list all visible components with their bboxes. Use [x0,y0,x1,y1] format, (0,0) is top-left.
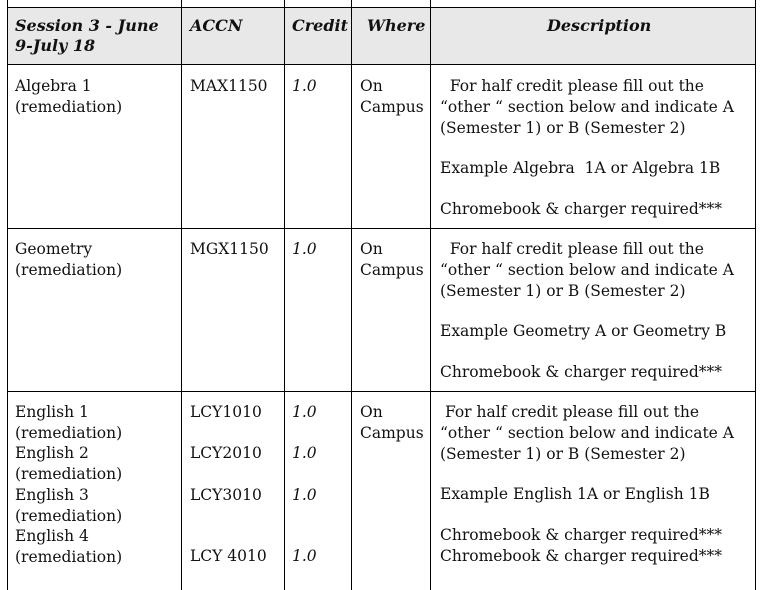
description-text: Chromebook & charger required*** [440,363,723,382]
table-cell-accn: LCY1010 [190,403,262,421]
divider [7,7,755,8]
table-cell-course: English 3 (remediation) [15,486,123,525]
divider [7,64,755,65]
header-credit: Credit [292,16,348,35]
header-session: Session 3 - June 9-July 18 [15,16,159,55]
table-cell-accn: MAX1150 [190,77,268,95]
table-cell-credit: 1.0 [292,403,317,421]
header-where: Where [367,16,426,35]
table-cell-where: On Campus [360,240,424,279]
divider [7,228,755,229]
description-text: Example English 1A or English 1B [440,485,710,504]
table-cell-description [440,402,752,567]
description-text: Chromebook & charger required*** [440,526,723,545]
divider [351,0,352,590]
table-cell-credit: 1.0 [292,547,317,565]
table-cell-description [440,76,752,220]
table-cell-course: Algebra 1 (remediation) [15,77,123,116]
description-text: For half credit please fill out the “other “ section below and indicate A (Semester 1) or B (Semester 2) [440,240,739,300]
table-cell-credit: 1.0 [292,444,317,462]
table-cell-credit: 1.0 [292,240,317,258]
divider [7,391,755,392]
header-accn: ACCN [190,16,243,35]
table-cell-description [440,239,752,383]
description-text: Example Algebra 1A or Algebra 1B [440,159,721,178]
divider [284,0,285,590]
table-cell-where: On Campus [360,403,424,442]
description-text: Chromebook & charger required*** [440,200,723,219]
table-cell-accn: MGX1150 [190,240,269,258]
description-text: Chromebook & charger required*** [440,546,723,565]
description-text: Example Geometry A or Geometry B [440,322,727,341]
table-cell-course: English 2 (remediation) [15,444,123,483]
divider [181,0,182,590]
description-text: For half credit please fill out the “other “ section below and indicate A (Semester 1) or B (Semester 2) [440,77,739,137]
table-cell-course: English 4 (remediation) [15,527,123,566]
table-cell-where: On Campus [360,77,424,116]
table-cell-course: Geometry (remediation) [15,240,123,279]
table-cell-credit: 1.0 [292,486,317,504]
table-cell-accn: LCY 4010 [190,547,267,565]
table-cell-course: English 1 (remediation) [15,403,123,442]
divider [755,0,756,590]
divider [7,0,8,590]
divider [430,0,431,590]
table-cell-credit: 1.0 [292,77,317,95]
header-description: Description [547,16,652,35]
table-cell-accn: LCY3010 [190,486,262,504]
description-text: For half credit please fill out the “other “ section below and indicate A (Semester 1) or B (Semester 2) [440,403,739,463]
table-cell-accn: LCY2010 [190,444,262,462]
